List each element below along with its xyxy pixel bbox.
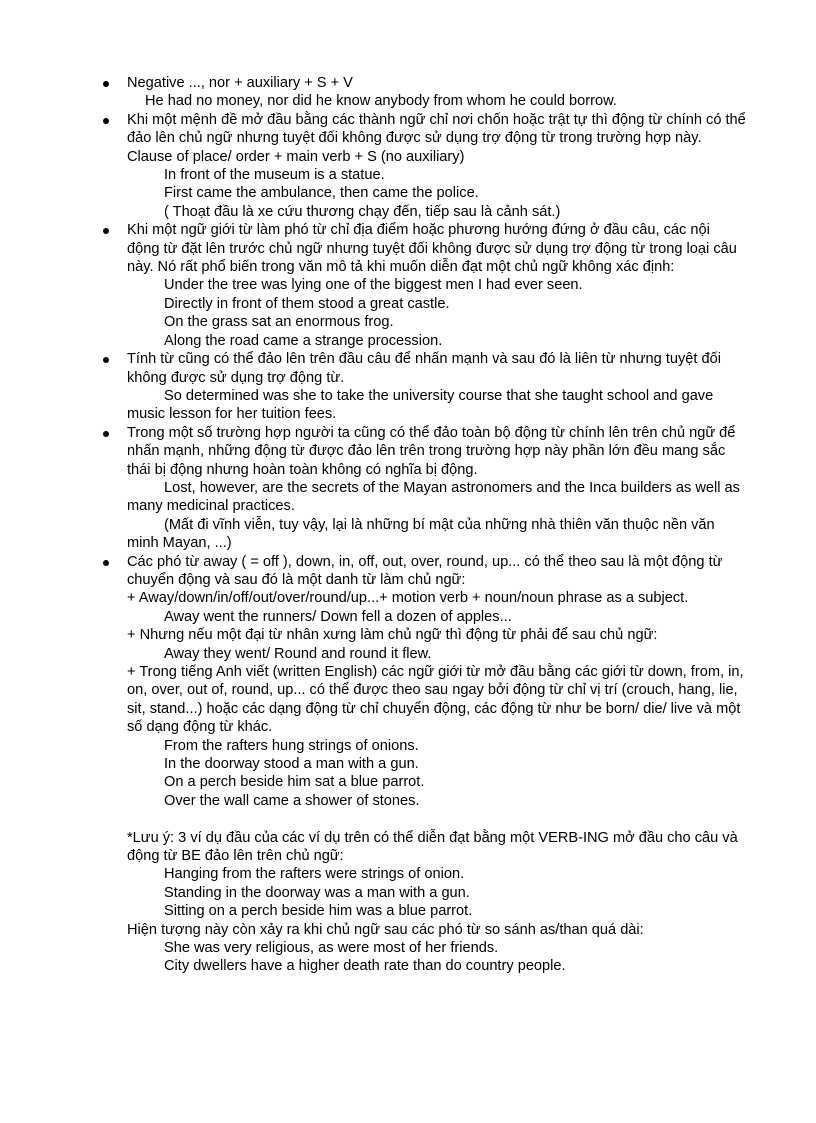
paragraph-text: + Nhưng nếu một đại từ nhân xưng làm chủ ngữ thì động từ phải để sau chủ ngữ:: [127, 627, 658, 644]
bullet-icon: [103, 81, 109, 87]
paragraph-text: Khi một ngữ giới từ làm phó từ chỉ địa điểm hoặc phương hướng đứng ở đầu câu, các nội động từ đặt lên trước chủ ngữ nhưng tuyệt đối không được sử dụng trợ động từ trong loại câu này. Nó rất phổ biến trong văn mô tả khi muốn diễn đạt một chủ ngữ không xác định:: [127, 222, 737, 276]
example-sentence: Lost, however, are the secrets of the Mayan astronomers and the Inca builders as well as many medicinal practices.: [127, 479, 740, 515]
example-sentence: Hanging from the rafters were strings of onion.: [164, 866, 465, 883]
bullet-item: [0, 221, 816, 350]
paragraph-text: + Trong tiếng Anh viết (written English) các ngữ giới từ mở đầu bằng các giới từ down, from, in, on, over, out of, round, up... có thể được theo sau ngay bởi động từ chỉ vị trí (crouch, hang, lie, sit, stand...) hoặc các dạng động từ chỉ chuyển động, các động từ như be born/ die/ live và một số dạng động từ khác.: [127, 664, 744, 736]
bullet-icon: [103, 560, 109, 566]
example-sentence: (Mất đi vĩnh viễn, tuy vậy, lại là những bí mật của những nhà thiên văn thuộc nền văn minh Mayan, ...): [127, 516, 715, 552]
bullet-icon: [103, 431, 109, 437]
paragraph-text: Các phó từ away ( = off ), down, in, off, out, over, round, up... có thể theo sau là một động từ chuyển động và sau đó là một danh từ làm chủ ngữ:: [127, 553, 723, 588]
paragraph-text: Tính từ cũng có thể đảo lên trên đầu câu để nhấn mạnh và sau đó là liên từ nhưng tuyệt đối không được sử dụng trợ động từ.: [127, 351, 721, 386]
example-sentence: Sitting on a perch beside him was a blue parrot.: [164, 903, 473, 920]
example-sentence: Under the tree was lying one of the biggest men I had ever seen.: [164, 277, 583, 294]
example-sentence: ( Thoạt đầu là xe cứu thương chạy đến, tiếp sau là cảnh sát.): [164, 203, 561, 220]
example-sentence: On the grass sat an enormous frog.: [164, 314, 394, 331]
example-sentence: Away went the runners/ Down fell a dozen of apples...: [164, 608, 512, 625]
bullet-item: [0, 111, 816, 221]
paragraph-text: + Away/down/in/off/out/over/round/up...+ motion verb + noun/noun phrase as a subject.: [127, 590, 689, 607]
bullet-item: [0, 350, 816, 424]
bullet-item: [0, 424, 816, 553]
example-sentence: From the rafters hung strings of onions.: [164, 737, 419, 754]
example-sentence: Over the wall came a shower of stones.: [164, 792, 420, 809]
example-sentence: She was very religious, as were most of her friends.: [164, 940, 499, 957]
example-sentence: Along the road came a strange procession.: [164, 332, 443, 349]
paragraph-text: *Lưu ý: 3 ví dụ đầu của các ví dụ trên có thể diễn đạt bằng một VERB-ING mở đầu cho câu và động từ BE đảo lên trên chủ ngữ:: [127, 829, 738, 865]
bullet-icon: [103, 118, 109, 124]
bullet-item: [0, 553, 816, 976]
paragraph-text: Hiện tượng này còn xảy ra khi chủ ngữ sau các phó từ so sánh as/than quá dài:: [127, 921, 644, 938]
example-sentence: He had no money, nor did he know anybody from whom he could borrow.: [145, 93, 617, 110]
example-sentence: Standing in the doorway was a man with a gun.: [164, 884, 470, 901]
paragraph-text: Negative ..., nor + auxiliary + S + V: [127, 75, 353, 91]
example-sentence: City dwellers have a higher death rate than do country people.: [164, 958, 566, 975]
document-page: [0, 74, 816, 976]
example-sentence: First came the ambulance, then came the police.: [164, 185, 479, 202]
example-sentence: In front of the museum is a statue.: [164, 167, 385, 184]
example-sentence: Away they went/ Round and round it flew.: [164, 645, 432, 662]
bullet-icon: [103, 357, 109, 363]
example-sentence: In the doorway stood a man with a gun.: [164, 756, 419, 773]
paragraph-text: Khi một mệnh đề mở đầu bằng các thành ngữ chỉ nơi chốn hoặc trật tự thì động từ chính có thể đảo lên chủ ngữ nhưng tuyệt đối không được sử dụng trợ động từ trong trường hợp này.: [127, 111, 746, 147]
example-sentence: On a perch beside him sat a blue parrot.: [164, 774, 425, 791]
paragraph-text: Clause of place/ order + main verb + S (no auxiliary): [127, 148, 465, 165]
blank-line: [127, 810, 746, 828]
example-sentence: So determined was she to take the university course that she taught school and gave music lesson for her tuition fees.: [127, 387, 714, 423]
example-sentence: Directly in front of them stood a great castle.: [164, 295, 450, 312]
bullet-icon: [103, 228, 109, 234]
bullet-item: [0, 74, 816, 111]
paragraph-text: Trong một số trường hợp người ta cũng có thể đảo toàn bộ động từ chính lên trên chủ ngữ để nhấn mạnh, những động từ được đảo lên trên trong trường hợp này phần lớn đều mang sắc thái bị động nhưng hoàn toàn không có nghĩa bị động.: [127, 424, 736, 478]
